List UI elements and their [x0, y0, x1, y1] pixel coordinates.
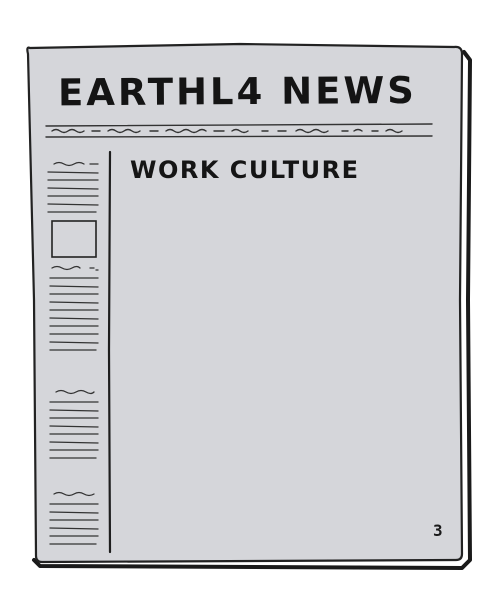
page-number: 3 — [433, 521, 443, 540]
article-headline: WORK CULTURE — [130, 156, 360, 184]
column-divider — [109, 152, 110, 552]
masthead-title: EARTHL4 NEWS — [57, 68, 418, 115]
